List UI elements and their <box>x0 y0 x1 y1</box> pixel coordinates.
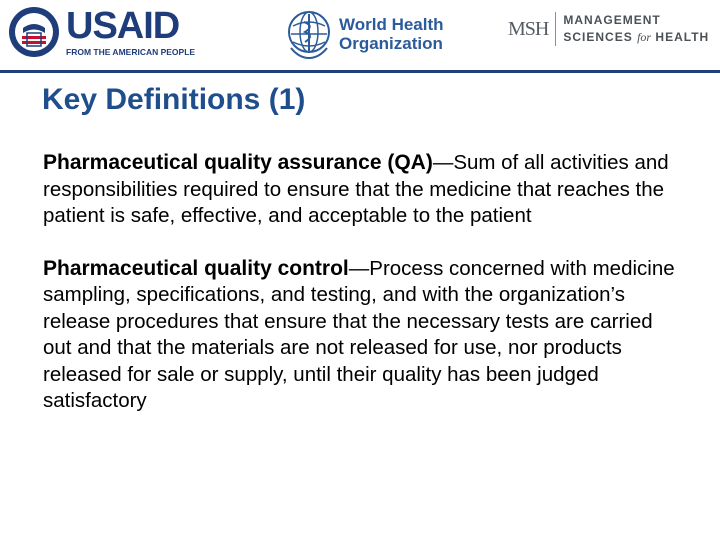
definition-text: —Sum of all activities and responsibilities required to ensure that the medicine that reaches the patient is safe, effective, and acceptable to the patient <box>43 151 669 227</box>
who-name-line2: Organization <box>339 34 443 53</box>
usaid-seal-icon <box>8 6 60 58</box>
usaid-wordmark: USAID <box>66 5 180 47</box>
slide-title: Key Definitions (1) <box>42 83 306 116</box>
header-divider <box>0 70 720 73</box>
definition-term: Pharmaceutical quality assurance (QA) <box>43 151 433 174</box>
msh-health: HEALTH <box>655 30 710 44</box>
definition-text: —Process concerned with medicine sampling, specifications, and testing, and with the organization’s release procedures that ensure that the necessary tests are carried out and that the materials are not released for use, nor products released for sale or supply, until their quality has been judged satisfactory <box>43 256 675 412</box>
msh-for: for <box>637 30 652 44</box>
usaid-tagline: FROM THE AMERICAN PEOPLE <box>66 47 196 57</box>
usaid-logo <box>8 6 195 58</box>
msh-logo <box>508 12 709 46</box>
who-logo <box>285 8 444 60</box>
definition-qc <box>43 256 683 415</box>
who-emblem-icon <box>285 8 333 60</box>
msh-mark: MSH <box>508 17 549 40</box>
definition-qa <box>43 150 683 230</box>
who-name-line1: World Health <box>339 15 444 34</box>
msh-sciences: SCIENCES <box>563 30 633 44</box>
definitions-list <box>43 150 683 415</box>
msh-divider <box>555 12 556 46</box>
definition-term: Pharmaceutical quality control <box>43 256 349 280</box>
logo-bar <box>0 0 720 68</box>
msh-name-line2 <box>563 29 709 46</box>
msh-name-line1: MANAGEMENT <box>563 13 661 27</box>
